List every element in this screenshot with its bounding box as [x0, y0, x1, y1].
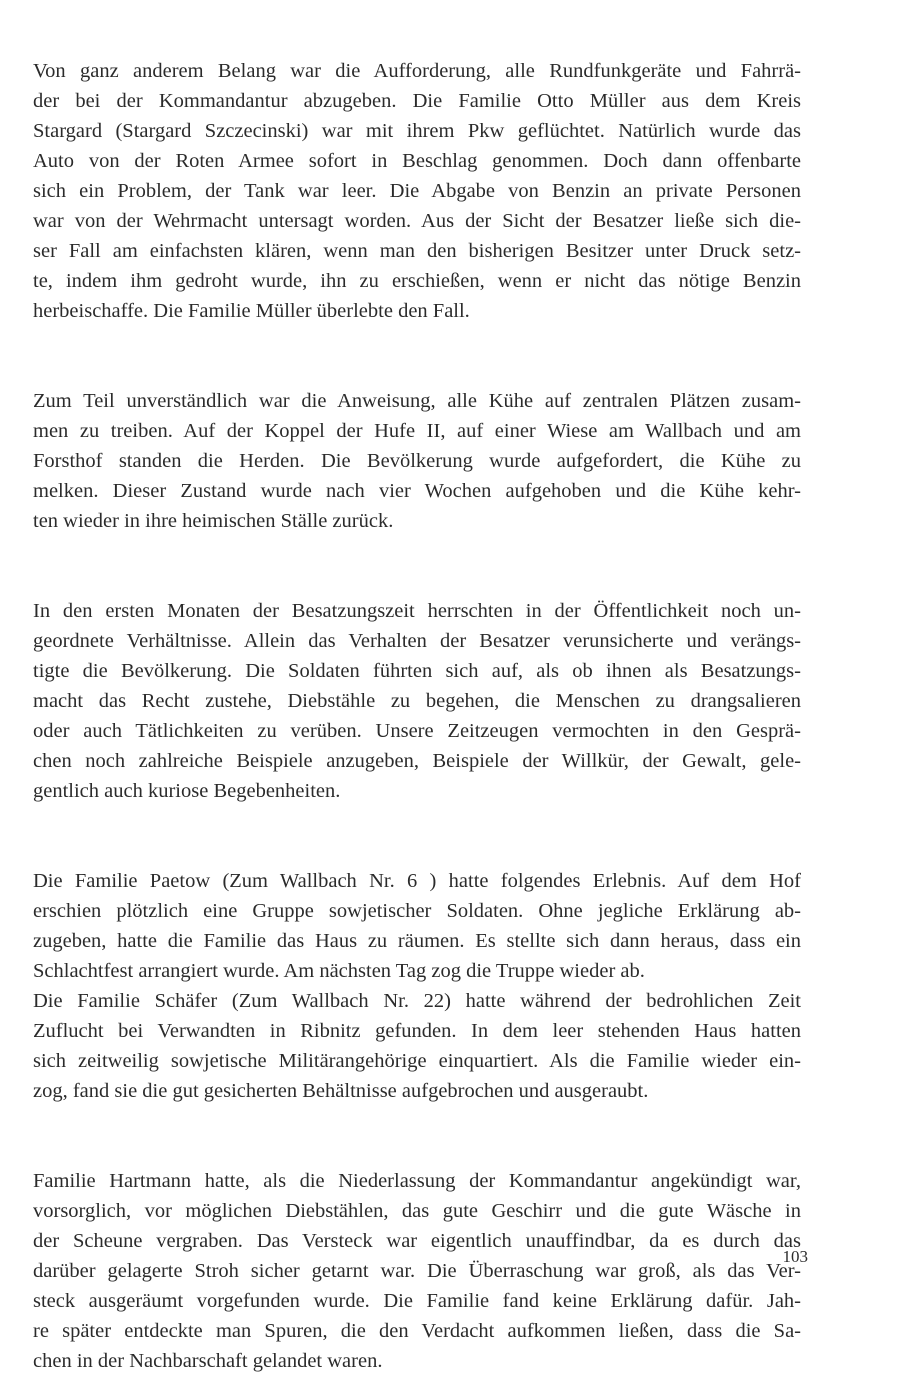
- text-line: tigte die Bevölkerung. Die Soldaten führten sich auf, als ob ihnen als Besatzungs-: [33, 660, 801, 682]
- text-line: geordnete Verhältnisse. Allein das Verhalten der Besatzer verunsicherte und verängs-: [33, 630, 801, 652]
- text-line: war von der Wehrmacht untersagt worden. Aus der Sicht der Besatzer ließe sich die-: [33, 210, 801, 232]
- text-line: Die Familie Schäfer (Zum Wallbach Nr. 22) hatte während der bedrohlichen Zeit: [33, 990, 801, 1012]
- text-line: Stargard (Stargard Szczecinski) war mit ihrem Pkw geflüchtet. Natürlich wurde das: [33, 120, 801, 142]
- text-line: zog, fand sie die gut gesicherten Behältnisse aufgebrochen und ausgeraubt.: [33, 1080, 649, 1102]
- paragraph-paetow: [33, 866, 801, 986]
- text-line: sich ein Problem, der Tank war leer. Die Abgabe von Benzin an private Personen: [33, 180, 801, 202]
- text-line: Die Familie Paetow (Zum Wallbach Nr. 6 ) hatte folgendes Erlebnis. Auf dem Hof: [33, 870, 801, 892]
- text-line: re später entdeckte man Spuren, die den Verdacht aufkommen ließen, dass die Sa-: [33, 1320, 801, 1342]
- text-line: erschien plötzlich eine Gruppe sowjetischer Soldaten. Ohne jegliche Erklärung ab-: [33, 900, 801, 922]
- text-line: men zu treiben. Auf der Koppel der Hufe II, auf einer Wiese am Wallbach und am: [33, 420, 801, 442]
- paragraph-hartmann: [33, 1166, 801, 1376]
- text-line: In den ersten Monaten der Besatzungszeit herrschten in der Öffentlichkeit noch un-: [33, 600, 801, 622]
- text-line: gentlich auch kuriose Begebenheiten.: [33, 780, 341, 802]
- text-line: der Scheune vergraben. Das Versteck war eigentlich unauffindbar, da es durch das: [33, 1230, 801, 1252]
- text-line: chen in der Nachbarschaft gelandet waren.: [33, 1350, 383, 1372]
- text-line: Schlachtfest arrangiert wurde. Am nächsten Tag zog die Truppe wieder ab.: [33, 960, 645, 982]
- paragraph-occupation: [33, 596, 801, 806]
- text-line: melken. Dieser Zustand wurde nach vier Wochen aufgehoben und die Kühe kehr-: [33, 480, 801, 502]
- body-text: [33, 56, 801, 1376]
- text-line: Zum Teil unverständlich war die Anweisung, alle Kühe auf zentralen Plätzen zusam-: [33, 390, 801, 412]
- text-line: der bei der Kommandantur abzugeben. Die Familie Otto Müller aus dem Kreis: [33, 90, 801, 112]
- text-line: vorsorglich, vor möglichen Diebstählen, das gute Geschirr und die gute Wäsche in: [33, 1200, 801, 1222]
- text-line: Zuflucht bei Verwandten in Ribnitz gefunden. In dem leer stehenden Haus hatten: [33, 1020, 801, 1042]
- paragraph-schaefer: [33, 986, 801, 1106]
- text-line: chen noch zahlreiche Beispiele anzugeben, Beispiele der Willkür, der Gewalt, gele-: [33, 750, 801, 772]
- text-line: herbeischaffe. Die Familie Müller überlebte den Fall.: [33, 300, 470, 322]
- text-line: ten wieder in ihre heimischen Ställe zurück.: [33, 510, 394, 532]
- text-line: darüber gelagerte Stroh sicher getarnt war. Die Überraschung war groß, als das Ver-: [33, 1260, 801, 1282]
- text-line: Auto von der Roten Armee sofort in Beschlag genommen. Doch dann offenbarte: [33, 150, 801, 172]
- text-line: oder auch Tätlichkeiten zu verüben. Unsere Zeitzeugen vermochten in den Gesprä-: [33, 720, 801, 742]
- text-line: ser Fall am einfachsten klären, wenn man den bisherigen Besitzer unter Druck setz-: [33, 240, 801, 262]
- text-line: zugeben, hatte die Familie das Haus zu räumen. Es stellte sich dann heraus, dass ein: [33, 930, 801, 952]
- text-line: sich zeitweilig sowjetische Militärangehörige einquartiert. Als die Familie wieder ein-: [33, 1050, 801, 1072]
- text-line: steck ausgeräumt vorgefunden wurde. Die Familie fand keine Erklärung dafür. Jah-: [33, 1290, 801, 1312]
- text-line: te, indem ihm gedroht wurde, ihn zu erschießen, wenn er nicht das nötige Benzin: [33, 270, 801, 292]
- paragraph-radios-and-car: [33, 56, 801, 326]
- text-line: Von ganz anderem Belang war die Aufforderung, alle Rundfunkgeräte und Fahrrä-: [33, 60, 801, 82]
- text-line: Forsthof standen die Herden. Die Bevölkerung wurde aufgefordert, die Kühe zu: [33, 450, 801, 472]
- page-number: 103: [782, 1247, 808, 1266]
- text-line: Familie Hartmann hatte, als die Niederlassung der Kommandantur angekündigt war,: [33, 1170, 801, 1192]
- text-line: macht das Recht zustehe, Diebstähle zu begehen, die Menschen zu drangsalieren: [33, 690, 801, 712]
- paragraph-cows: [33, 386, 801, 536]
